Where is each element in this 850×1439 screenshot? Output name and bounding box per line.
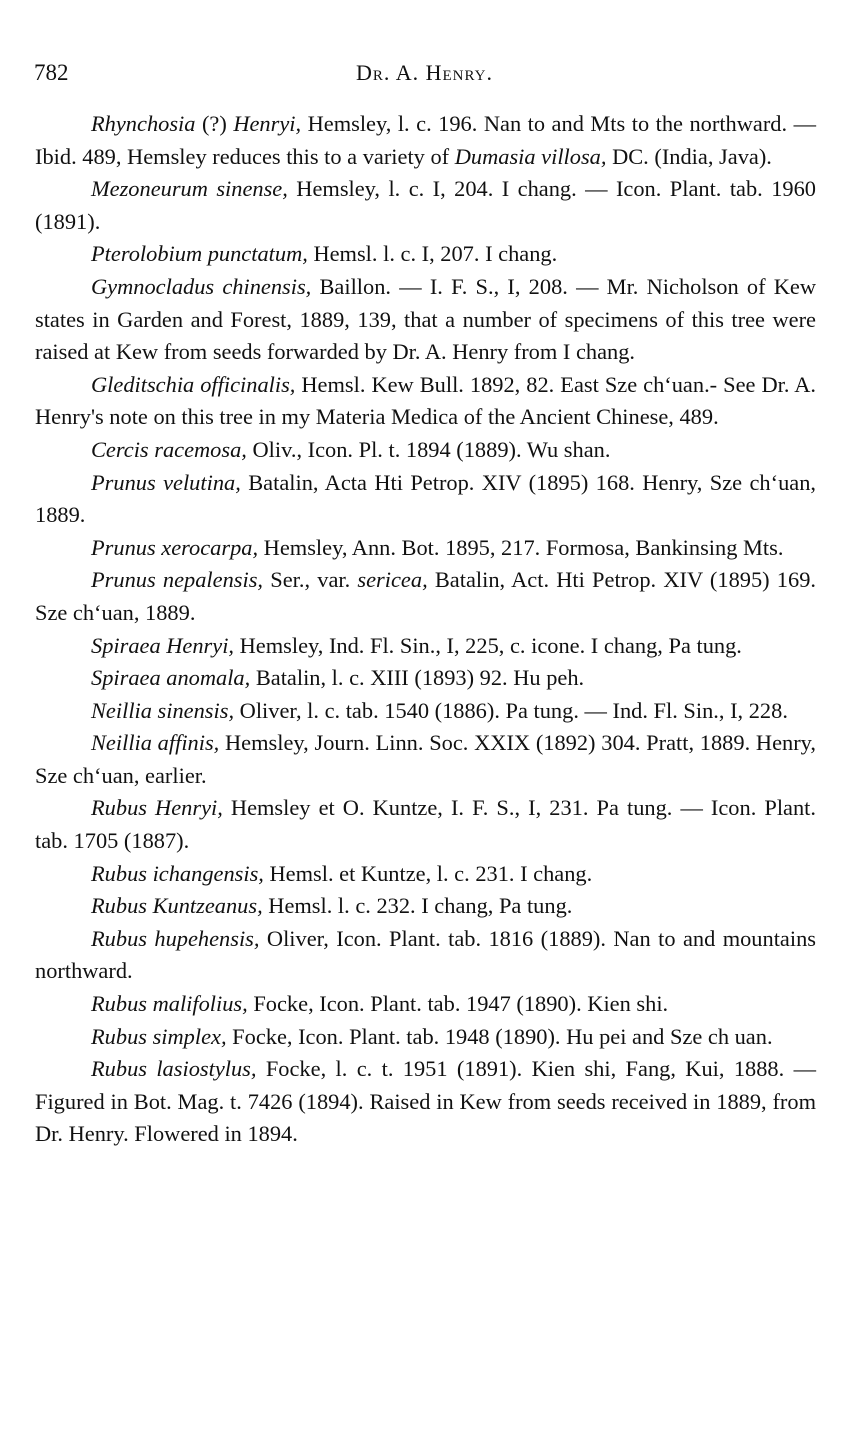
taxon-name: Spiraea Henryi, — [91, 632, 235, 658]
taxon-name: Gleditschia officinalis, — [91, 371, 296, 397]
taxon-name: Rubus malifolius, — [91, 991, 248, 1017]
taxon-name: Mezoneurum sinense, — [91, 176, 288, 202]
entry-text: Hemsl. et Kuntze, l. c. 231. I chang. — [263, 860, 593, 886]
taxon-name: Rubus Henryi, — [91, 795, 223, 821]
taxon-name: Rubus hupehensis, — [91, 925, 260, 951]
taxon-name: Rhynchosia — [91, 111, 196, 136]
species-entry — [35, 792, 816, 857]
taxon-name: Henryi, — [233, 111, 302, 136]
entry-text: Hemsl. l. c. I, 207. I chang. — [307, 241, 558, 267]
species-entry — [35, 271, 816, 369]
taxon-name: sericea, — [357, 567, 428, 593]
species-entry — [35, 858, 816, 891]
species-entries — [35, 108, 816, 1151]
entry-text: Baillon. — I. F. S., I, 208. — Mr. Nicholson of Kew states in Garden and Forest, 1889, 139, that a number of specimens of this tree were raised at Kew from seeds forwarded by Dr. A. Henry from I chang. — [35, 273, 817, 365]
taxon-name: Pterolobium punctatum, — [91, 241, 308, 267]
taxon-name: Neillia sinensis, — [91, 697, 235, 723]
species-entry — [35, 988, 816, 1021]
taxon-name: Prunus nepalensis, — [91, 567, 264, 593]
taxon-name: Dumasia villosa, — [454, 143, 607, 169]
species-entry — [35, 564, 816, 629]
species-entry — [35, 173, 816, 238]
taxon-name: Rubus lasiostylus, — [91, 1056, 257, 1082]
species-entry — [35, 1053, 816, 1151]
species-entry — [35, 108, 816, 173]
taxon-name: Rubus Kuntzeanus, — [91, 893, 263, 919]
entry-text: Hemsley, l. c. 196. Nan to and Mts to the northward. — Ibid. 489, Hemsley reduces this to a variety of — [35, 111, 816, 169]
entry-text: Hemsley et O. Kuntze, I. F. S., I, 231. Pa tung. — Icon. Plant. tab. 1705 (1887). — [35, 795, 816, 854]
taxon-name: Cercis racemosa, — [91, 436, 247, 462]
species-entry — [35, 695, 816, 728]
species-entry — [35, 238, 816, 271]
taxon-name: Prunus velutina, — [91, 469, 241, 495]
entry-text: Batalin, l. c. XIII (1893) 92. Hu peh. — [250, 665, 585, 691]
entry-text: Ser., var. — [263, 567, 358, 593]
entry-text: Batalin, Act. Hti Petrop. XIV (1895) 169. Sze ch‘uan, 1889. — [35, 567, 816, 625]
entry-text: Batalin, Acta Hti Petrop. XIV (1895) 168. Henry, Sze ch‘uan, 1889. — [35, 469, 817, 528]
entry-text: Hemsl. l. c. 232. I chang, Pa tung. — [262, 893, 573, 919]
species-entry — [35, 532, 816, 565]
species-entry — [35, 434, 816, 467]
entry-text: Oliv., Icon. Pl. t. 1894 (1889). Wu shan. — [246, 436, 611, 462]
species-entry — [35, 890, 816, 923]
species-entry — [35, 630, 816, 663]
species-entry — [35, 1021, 816, 1054]
entry-text: Focke, Icon. Plant. tab. 1948 (1890). Hu pei and Sze ch uan. — [226, 1023, 773, 1049]
entry-text: Focke, Icon. Plant. tab. 1947 (1890). Kien shi. — [247, 991, 669, 1017]
entry-text: Focke, l. c. t. 1951 (1891). Kien shi, Fang, Kui, 1888. — Figured in Bot. Mag. t. 7426 (1894). Raised in Kew from seeds received in 1889, from Dr. Henry. Flowered in 1894. — [35, 1056, 816, 1147]
taxon-name: Spiraea anomala, — [91, 665, 251, 691]
species-entry — [35, 369, 816, 434]
entry-text: Hemsley, Journ. Linn. Soc. XXIX (1892) 304. Pratt, 1889. Henry, Sze ch‘uan, earlier. — [35, 730, 816, 788]
entry-text: Hemsley, Ann. Bot. 1895, 217. Formosa, Bankinsing Mts. — [258, 534, 784, 560]
species-entry — [35, 923, 816, 988]
entry-text: Hemsl. Kew Bull. 1892, 82. East Sze ch‘uan.- See Dr. A. Henry's note on this tree in my Materia Medica of the Ancient Chinese, 489. — [35, 371, 816, 430]
species-entry — [35, 467, 816, 532]
running-head-title: Dr. A. Henry. — [356, 60, 493, 85]
taxon-name: Neillia affinis, — [91, 730, 220, 756]
entry-text: Hemsley, Ind. Fl. Sin., I, 225, c. icone. I chang, Pa tung. — [234, 632, 742, 658]
entry-text: Oliver, Icon. Plant. tab. 1816 (1889). Nan to and mountains northward. — [35, 925, 816, 984]
running-head — [34, 60, 815, 90]
entry-text: DC. (India, Java). — [606, 143, 772, 169]
entry-text: (?) — [195, 111, 234, 136]
page-number: 782 — [34, 60, 69, 85]
species-entry — [35, 662, 816, 695]
entry-text: Hemsley, l. c. I, 204. I chang. — Icon. Plant. tab. 1960 (1891). — [35, 176, 816, 234]
entry-text: Oliver, l. c. tab. 1540 (1886). Pa tung. — Ind. Fl. Sin., I, 228. — [234, 697, 788, 723]
taxon-name: Prunus xerocarpa, — [91, 534, 259, 560]
taxon-name: Gymnocladus chinensis, — [91, 273, 312, 299]
taxon-name: Rubus ichangensis, — [91, 860, 264, 886]
species-entry — [35, 727, 816, 792]
taxon-name: Rubus simplex, — [91, 1023, 227, 1049]
